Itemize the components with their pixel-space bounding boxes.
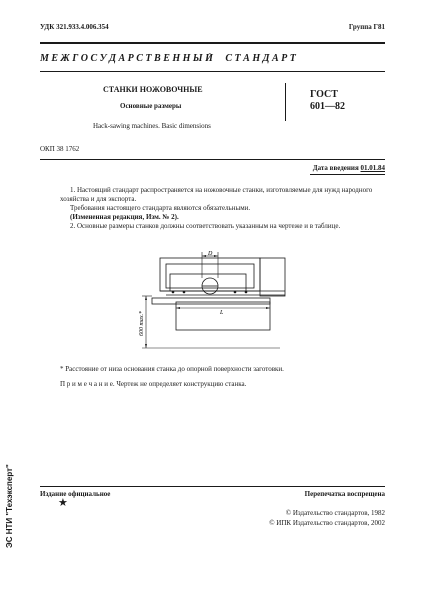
machine-base (176, 302, 270, 330)
footer-rule (40, 486, 385, 487)
dimension-l: L (220, 310, 224, 316)
note-text: . Чертеж не определяет конструкцию станка. (112, 380, 247, 388)
paragraph-1b: Требования настоящего стандарта являются обязательными. (70, 204, 251, 212)
paragraph-2: 2. Основные размеры станков должны соответствовать указанным на чертеже и в таблице. (70, 222, 341, 230)
udk-code: УДК 321.933.4.006.354 (40, 23, 109, 31)
intro-date (313, 164, 385, 173)
drawing-note (60, 380, 385, 389)
copyright-2002: © ИПК Издательство стандартов, 2002 (269, 519, 385, 527)
okp-code: ОКП 38 1762 (40, 145, 80, 153)
amendment-note: (Измененная редакция, Изм. № 2). (70, 213, 179, 221)
intro-date-label: Дата введения (312, 164, 361, 172)
intro-date-value: 01.01.84 (360, 164, 385, 172)
gost-divider (285, 83, 286, 121)
top-rule (40, 42, 385, 44)
intro-date-rule (310, 174, 385, 175)
gost-label: ГОСТ (310, 89, 338, 100)
document-subtitle: Основные размеры (120, 102, 182, 110)
okp-rule (40, 159, 385, 160)
reprint-prohibited: Перепечатка воспрещена (304, 490, 385, 498)
interstate-standard-banner: М Е Ж Г О С У Д А Р С Т В Е Н Н Ы Й С Т А Н Д А Р Т (40, 53, 296, 64)
gost-number: 601—82 (310, 101, 345, 112)
document-title: СТАНКИ НОЖОВОЧНЫЕ (103, 85, 203, 94)
official-edition: Издание официальное (40, 490, 111, 498)
star-icon: ★ (58, 497, 68, 509)
banner-rule (40, 71, 385, 72)
side-watermark-text: ЭС НТИ "Техэксперт" (5, 464, 14, 548)
group-code: Группа Г81 (348, 23, 385, 31)
dimension-height: 600 max.* (139, 311, 145, 336)
dimension-d: D (208, 251, 213, 257)
note-label: П р и м е ч а н и е (60, 380, 113, 388)
drive-housing (260, 258, 285, 296)
footnote: * Расстояние от низа основания станка до опорной поверхности заготовки. (60, 365, 284, 373)
paragraph-1: 1. Настоящий стандарт распространяется на ножовочные станки, изготовляемые для нужд народного хозяйства и для экспорта. (60, 186, 373, 203)
machine-drawing (130, 248, 300, 354)
copyright-1982: © Издательство стандартов, 1982 (285, 509, 385, 517)
english-title: Hack-sawing machines. Basic dimensions (93, 122, 211, 130)
